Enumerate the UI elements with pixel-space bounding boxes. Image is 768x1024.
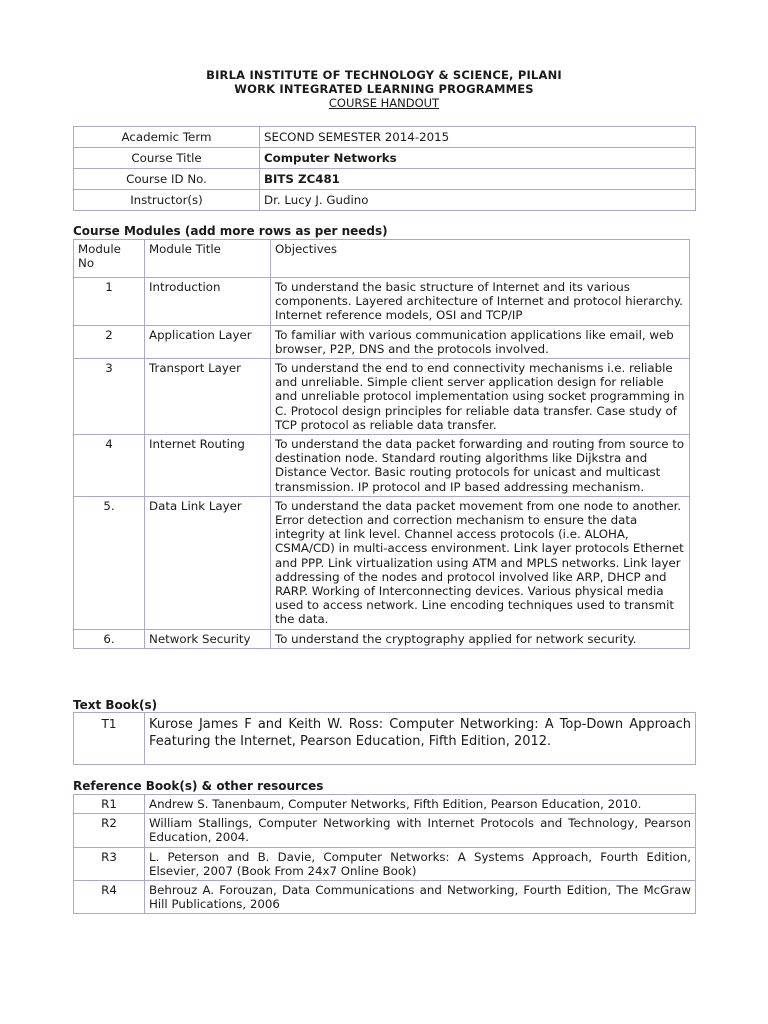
module-title: Application Layer (145, 325, 271, 358)
table-row (74, 127, 696, 148)
course-modules-table (73, 239, 690, 649)
table-row (74, 148, 696, 169)
reference-citation: Behrouz A. Forouzan, Data Communications and Networking, Fourth Edition, The McGraw Hill Publications, 2006 (145, 881, 696, 914)
module-title: Network Security (145, 629, 271, 648)
programme-name: WORK INTEGRATED LEARNING PROGRAMMES (234, 82, 534, 96)
module-title: Transport Layer (145, 359, 271, 435)
module-objectives: To understand the data packet forwarding and routing from source to destination node. Standard routing algorithms like Dijkstra and Distance Vector. Basic routing protocols for unicast and multicast transmission. IP protocol and IP based addressing mechanism. (271, 435, 690, 497)
book-citation: Kurose James F and Keith W. Ross: Computer Networking: A Top-Down Approach Featuring the Internet, Pearson Education, Fifth Edition, 2012. (145, 713, 696, 765)
table-row (74, 795, 696, 814)
reference-citation: William Stallings, Computer Networking with Internet Protocols and Technology, Pearson Education, 2004. (145, 814, 696, 847)
module-number: 5. (74, 496, 145, 629)
table-row (74, 814, 696, 847)
info-label: Course Title (74, 148, 260, 169)
info-label: Academic Term (74, 127, 260, 148)
table-row (74, 359, 690, 435)
institute-name: BIRLA INSTITUTE OF TECHNOLOGY & SCIENCE, PILANI (206, 68, 562, 82)
column-header-module-title: Module Title (145, 240, 271, 278)
reference-books-heading: Reference Book(s) & other resources (73, 779, 324, 793)
table-row (74, 881, 696, 914)
module-number: 1 (74, 278, 145, 326)
module-number: 2 (74, 325, 145, 358)
module-title: Data Link Layer (145, 496, 271, 629)
document-type: COURSE HANDOUT (328, 96, 440, 110)
table-row (74, 169, 696, 190)
module-title: Introduction (145, 278, 271, 326)
reference-id: R1 (74, 795, 145, 814)
table-row (74, 847, 696, 880)
reference-citation: Andrew S. Tanenbaum, Computer Networks, Fifth Edition, Pearson Education, 2010. (145, 795, 696, 814)
module-objectives: To understand the data packet movement from one node to another. Error detection and correction mechanism to ensure the data integrity at link level. Channel access protocols (i.e. ALOHA, CSMA/CD) in multi-access environment. Link layer protocols Ethernet and PPP. Link virtualization using ATM and MPLS networks. Link layer addressing of the nodes and protocol involved like ARP, DHCP and RARP. Working of Interconnecting devices. Various physical media used to access network. Line encoding techniques used to transmit the data. (271, 496, 690, 629)
info-label: Instructor(s) (74, 190, 260, 211)
table-row (74, 435, 690, 497)
reference-id: R2 (74, 814, 145, 847)
reference-citation: L. Peterson and B. Davie, Computer Networks: A Systems Approach, Fourth Edition, Elsevier, 2007 (Book From 24x7 Online Book) (145, 847, 696, 880)
course-info-table (73, 126, 696, 211)
table-header-row (74, 240, 690, 278)
module-number: 4 (74, 435, 145, 497)
module-objectives: To understand the cryptography applied for network security. (271, 629, 690, 648)
info-value: BITS ZC481 (260, 169, 696, 190)
reference-id: R3 (74, 847, 145, 880)
text-books-heading: Text Book(s) (73, 698, 158, 712)
module-number: 6. (74, 629, 145, 648)
module-objectives: To familiar with various communication applications like email, web browser, P2P, DNS and the protocols involved. (271, 325, 690, 358)
reference-id: R4 (74, 881, 145, 914)
module-title: Internet Routing (145, 435, 271, 497)
module-number: 3 (74, 359, 145, 435)
table-row (74, 496, 690, 629)
table-row (74, 325, 690, 358)
module-objectives: To understand the basic structure of Internet and its various components. Layered architecture of Internet and protocol hierarchy. Internet reference models, OSI and TCP/IP (271, 278, 690, 326)
modules-heading: Course Modules (add more rows as per needs) (73, 224, 388, 238)
info-value: SECOND SEMESTER 2014-2015 (260, 127, 696, 148)
info-label: Course ID No. (74, 169, 260, 190)
column-header-module-no: Module No (74, 240, 145, 278)
table-row (74, 278, 690, 326)
table-row (74, 190, 696, 211)
info-value: Computer Networks (260, 148, 696, 169)
book-id: T1 (74, 713, 145, 765)
info-value: Dr. Lucy J. Gudino (260, 190, 696, 211)
table-row (74, 629, 690, 648)
module-objectives: To understand the end to end connectivity mechanisms i.e. reliable and unreliable. Simple client server application design for reliable and unreliable protocol implementation using socket programming in C. Protocol design principles for reliable data transfer. Case study of TCP protocol as reliable data transfer. (271, 359, 690, 435)
reference-books-table (73, 794, 696, 914)
text-books-table (73, 712, 696, 765)
table-row (74, 713, 696, 765)
column-header-objectives: Objectives (271, 240, 690, 278)
